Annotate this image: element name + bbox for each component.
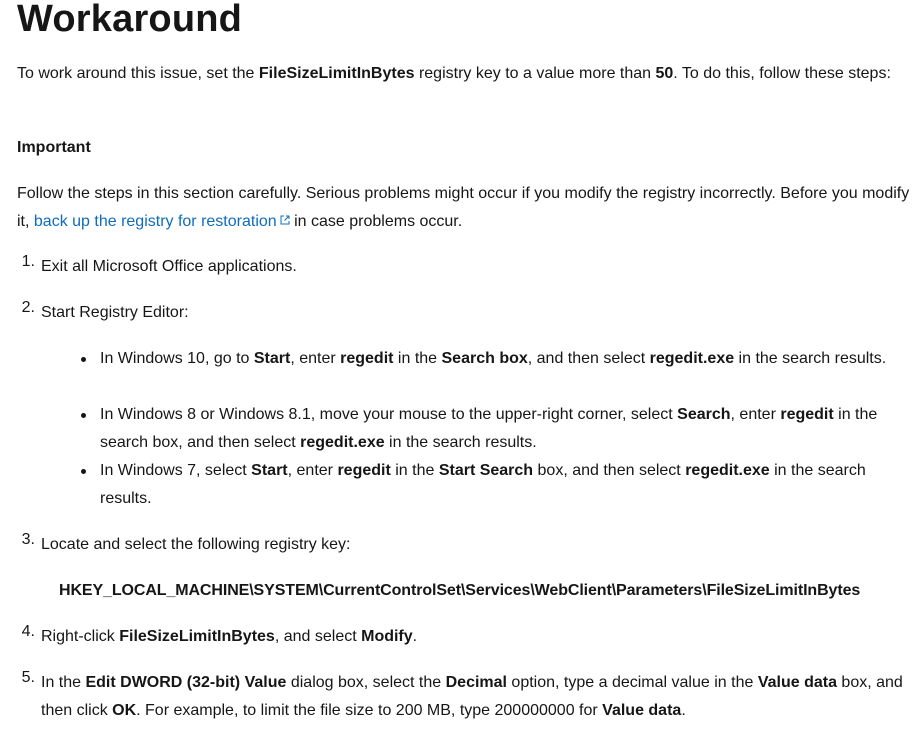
backup-registry-link[interactable]: back up the registry for restoration [34,213,290,230]
section-heading: Workaround [17,0,243,40]
step-number: 4. [21,623,35,640]
registry-key-path: HKEY_LOCAL_MACHINE\SYSTEM\CurrentControlSet\Services\WebClient\Parameters\FileSizeLimitInBytes [59,582,861,599]
list-item: In Windows 10, go to Start, enter regedit in the Search box, and then select regedit.exe in the search results. [100,345,910,373]
step-number: 5. [21,669,35,686]
intro-paragraph [17,60,910,88]
intro-bold-key: FileSizeLimitInBytes [258,65,415,82]
list-item: In Windows 7, select Start, enter regedit in the Start Search box, and then select regedit.exe in the search results. [100,457,910,513]
list-item [21,253,910,281]
warning-text: Follow the steps in this section carefully. Serious problems might occur if you modify the registry incorrectly. Before you modify it, [17,185,910,230]
warning-text: in case problems occur. [289,213,463,230]
intro-text: To work around this issue, set the [17,65,259,82]
list-item [21,299,910,327]
important-label: Important [17,139,91,156]
external-link-icon [280,215,290,225]
step-text: Start Registry Editor: [41,304,189,321]
list-item [21,669,910,725]
list-item [21,531,910,559]
step-text: Right-click FileSizeLimitInBytes, and select Modify. [41,628,418,645]
step-number: 1. [21,253,35,270]
step-number: 2. [21,299,35,316]
step-number: 3. [21,531,35,548]
step-text: Locate and select the following registry key: [41,536,351,553]
list-item [21,623,910,651]
step-text: Exit all Microsoft Office applications. [41,258,297,275]
intro-bold-value: 50 [655,65,674,82]
step-text: In the Edit DWORD (32-bit) Value dialog box, select the Decimal option, type a decimal value in the Value data box, and then click OK. For example, to limit the file size to 200 MB, type 200000000 for Value data. [41,674,903,719]
warning-paragraph [17,180,910,236]
list-item: In Windows 8 or Windows 8.1, move your mouse to the upper-right corner, select Search, enter regedit in the search box, and then select regedit.exe in the search results. [100,401,910,457]
intro-text: . To do this, follow these steps: [673,65,891,82]
intro-text: registry key to a value more than [414,65,656,82]
